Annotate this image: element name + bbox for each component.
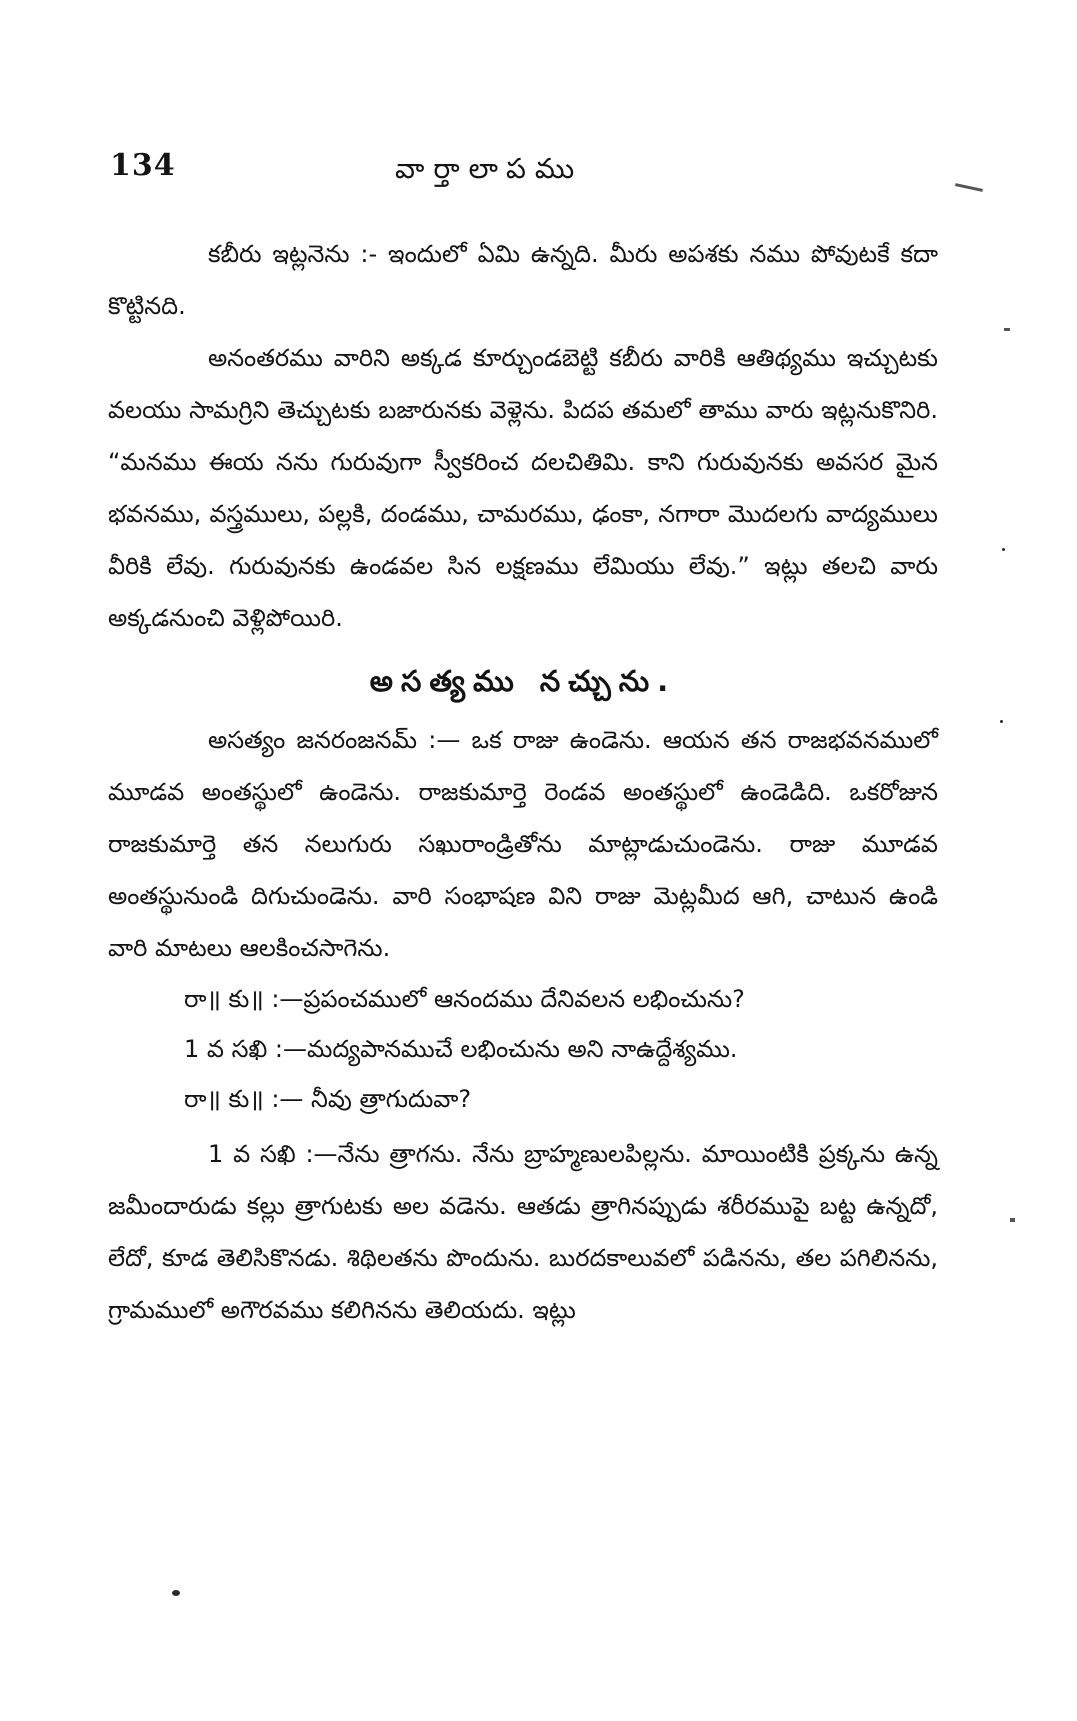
scan-speck	[1002, 548, 1005, 551]
dialogue-line-first-friend: 1 వ సఖి :—మద్యపానముచే లభించును అని నాఉద్దేశ్యము.	[184, 1035, 738, 1063]
dialogue-line-princess-followup: రా॥ కు॥ :— నీవు త్రాగుదువా?	[184, 1085, 472, 1113]
paragraph-king-story: అసత్యం జనరంజనమ్ :— ఒక రాజు ఉండెను. ఆయన తన రాజభవనములో మూడవ అంతస్థులో ఉండెను. రాజకుమార్తె రెండవ అంతస్థులో ఉండెడిది. ఒకరోజున రాజకుమార్తె తన నలుగురు సఖురాండ్రితోను మాట్లాడుచుండెను. రాజు మూడవ అంతస్థునుండి దిగుచుండెను. వారి సంభాషణ విని రాజు మెట్లమీద ఆగి, చాటున ఉండి వారి మాటలు ఆలకించసాగెను.	[108, 726, 938, 962]
paragraph-kabir-reply: కబీరు ఇట్లనెను :- ఇందులో ఏమి ఉన్నది. మీరు అపశకు నము పోవుటకే కదా కొట్టినది.	[108, 240, 938, 320]
section-heading: అసత్యము నచ్చును.	[369, 664, 677, 698]
dialogue-block	[108, 974, 938, 1124]
page-number: 134	[110, 148, 176, 183]
scan-edge-mark	[1004, 328, 1010, 331]
paragraph-hospitality: అనంతరము వారిని అక్కడ కూర్చుండబెట్టి కబీరు వారికి ఆతిథ్యము ఇచ్చుటకు వలయు సామగ్రిని తెచ్చుటకు బజారునకు వెళ్లెను. పిదప తమలో తాము వారు ఇట్లనుకొనిరి. “మనము ఈయ నను గురువుగా స్వీకరించ దలచితిమి. కాని గురువునకు అవసర మైన భవనము, వస్త్రములు, పల్లకి, దండము, చామరము, ఢంకా, నగారా మొదలగు వాద్యములు వీరికి లేవు. గురువునకు ఉండవల సిన లక్షణము లేమియు లేవు.” ఇట్లు తలచి వారు అక్కడనుంచి వెళ్లిపోయిరి.	[108, 344, 938, 632]
page-body	[108, 228, 938, 1336]
running-title: వార్తాలాపము	[395, 152, 584, 185]
paragraph-first-friend-reply: 1 వ సఖి :—నేను త్రాగను. నేను బ్రాహ్మణులపిల్లను. మాయింటికి ప్రక్కను ఉన్న జమీందారుడు కల్లు త్రాగుటకు అల వడెను. ఆతడు త్రాగినప్పుడు శరీరముపై బట్ట ఉన్నదో, లేదో, కూడ తెలిసికొనడు. శిథిలతను పొందును. బురదకాలువలో పడినను, తల పగిలినను, గ్రామములో అగౌరవము కలిగినను తెలియదు. ఇట్లు	[108, 1140, 938, 1324]
page-header	[0, 148, 1077, 198]
scan-edge-mark	[1010, 1218, 1015, 1222]
dialogue-line-princess-question: రా॥ కు॥ :—ప్రపంచములో ఆనందము దేనివలన లభించును?	[184, 985, 745, 1013]
scan-speck	[1000, 720, 1003, 723]
scan-speck	[172, 1590, 180, 1596]
